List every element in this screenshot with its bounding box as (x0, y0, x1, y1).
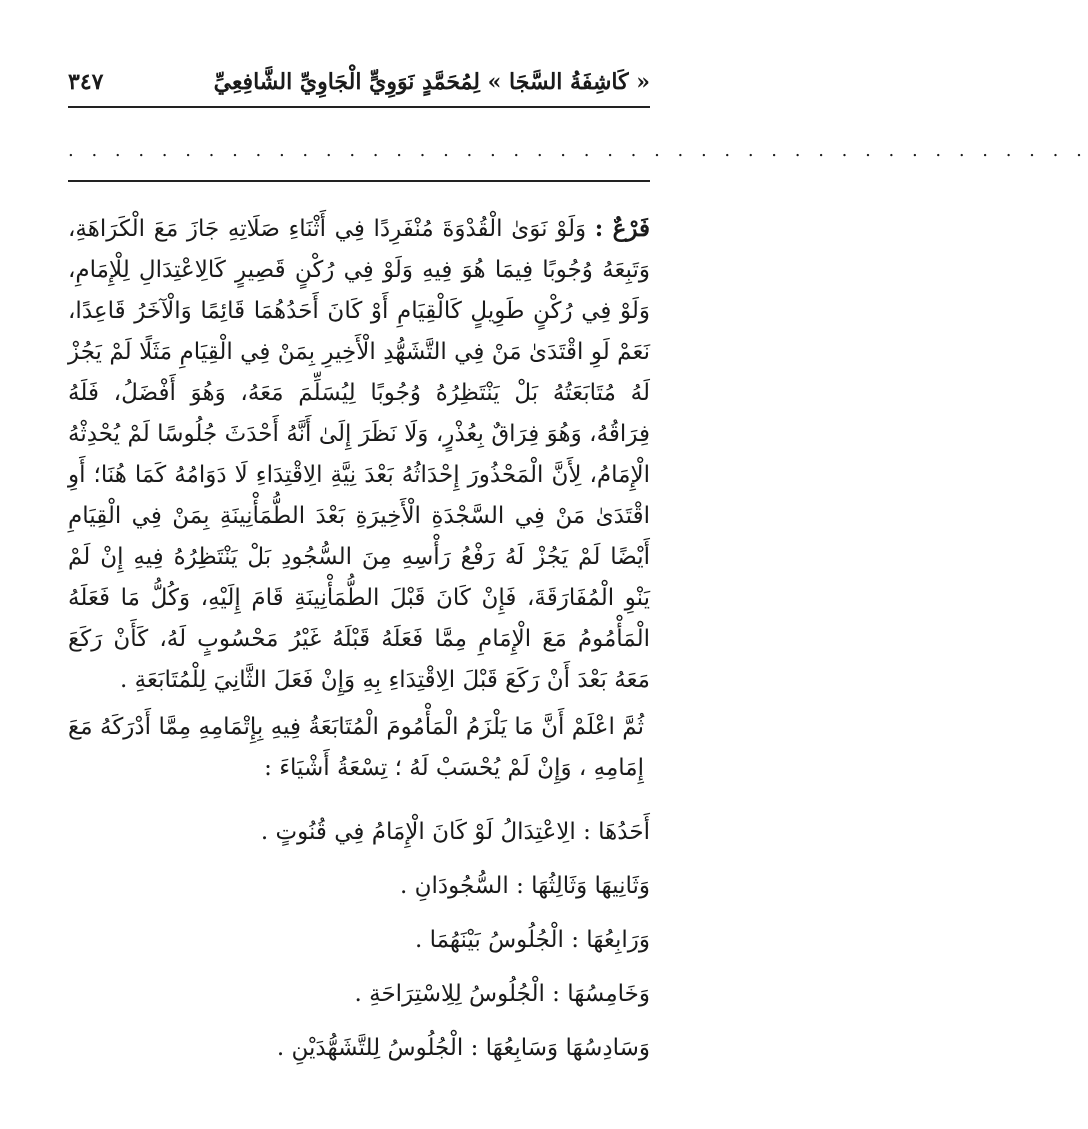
dotted-separator: . . . . . . . . . . . . . . . . . . . . . . . . . . . . . . . . . . . . . . . . . . . . (68, 140, 1088, 161)
page-header (68, 62, 650, 102)
list-item: أَحَدُهَا : الِاعْتِدَالُ لَوْ كَانَ الْإِمَامُ فِي قُنُوتٍ . (260, 819, 650, 845)
paragraph-intro-list: ثُمَّ اعْلَمْ أَنَّ مَا يَلْزَمُ الْمَأْمُومَ الْمُتَابَعَةُ فِيهِ بِإِتْمَامِهِ مِمَّا أَدْرَكَهُ مَعَ إِمَامِهِ ، وَإِنْ لَمْ يُحْسَبْ لَهُ ؛ تِسْعَةُ أَشْيَاءَ : (68, 714, 644, 781)
nine-things-list (68, 805, 650, 1075)
page-number: ٣٤٧ (68, 69, 104, 95)
main-text (68, 208, 650, 1098)
list-item: وَرَابِعُهَا : الْجُلُوسُ بَيْنَهُمَا . (414, 927, 650, 953)
content-rule (68, 180, 650, 182)
section-lead: فَرْعٌ : (594, 215, 651, 242)
header-rule (68, 106, 650, 108)
list-item: وَثَانِيهَا وَثَالِثُهَا : السُّجُودَانِ . (399, 873, 650, 899)
paragraph-far (68, 208, 650, 701)
paragraph-text: وَلَوْ نَوَىٰ الْقُدْوَةَ مُنْفَرِدًا فِي أَثْنَاءِ صَلَاتِهِ جَازَ مَعَ الْكَرَاهَةِ، وَتَبِعَهُ وُجُوبًا فِيمَا هُوَ فِيهِ وَلَوْ فِي رُكْنٍ قَصِيرٍ كَالِاعْتِدَالِ لِلْإِمَامِ، وَلَوْ فِي رُكْنٍ طَوِيلٍ كَالْقِيَامِ أَوْ كَانَ أَحَدُهُمَا قَائِمًا وَالْآخَرُ قَاعِدًا، نَعَمْ لَوِ اقْتَدَىٰ مَنْ فِي التَّشَهُّدِ الْأَخِيرِ بِمَنْ فِي الْقِيَامِ مَثَلًا لَمْ يَجُزْ لَهُ مُتَابَعَتُهُ بَلْ يَنْتَظِرُهُ وُجُوبًا لِيُسَلِّمَ مَعَهُ، وَهُوَ أَفْضَلُ، فَلَهُ فِرَاقُهُ، وَهُوَ فِرَاقٌ بِعُذْرٍ، وَلَا نَظَرَ إِلَىٰ أَنَّهُ أَحْدَثَ جُلُوسًا لَمْ يُحْدِثْهُ الْإِمَامُ، لِأَنَّ الْمَحْذُورَ إِحْدَاثُهُ بَعْدَ نِيَّةِ الِاقْتِدَاءِ لَا دَوَامُهُ كَمَا هُنَا؛ أَوِ اقْتَدَىٰ مَنْ فِي السَّجْدَةِ الْأَخِيرَةِ بَعْدَ الطُّمَأْنِينَةِ بِمَنْ فِي الْقِيَامِ أَيْضًا لَمْ يَجُزْ لَهُ رَفْعُ رَأْسِهِ مِنَ السُّجُودِ بَلْ يَنْتَظِرُهُ فِيهِ إِنْ لَمْ يَنْوِ الْمُفَارَقَةَ، فَإِنْ كَانَ قَبْلَ الطُّمَأْنِينَةِ قَامَ إِلَيْهِ، وَكُلُّ مَا فَعَلَهُ الْمَأْمُومُ مَعَ الْإِمَامِ مِمَّا فَعَلَهُ قَبْلَهُ غَيْرُ مَحْسُوبٍ لَهُ، كَأَنْ رَكَعَ مَعَهُ بَعْدَ أَنْ رَكَعَ قَبْلَ الِاقْتِدَاءِ بِهِ وَإِنْ فَعَلَ الثَّانِيَ لِلْمُتَابَعَةِ . (68, 216, 650, 693)
list-item: وَخَامِسُهَا : الْجُلُوسُ لِلِاسْتِرَاحَةِ . (354, 981, 650, 1007)
running-title: « كَاشِفَةُ السَّجَا » لِمُحَمَّدٍ نَوَوِيٍّ الْجَاوِيِّ الشَّافِعِيِّ (213, 69, 650, 95)
list-item: وَسَادِسُهَا وَسَابِعُهَا : الْجُلُوسُ لِلتَّشَهُّدَيْنِ . (276, 1035, 650, 1061)
